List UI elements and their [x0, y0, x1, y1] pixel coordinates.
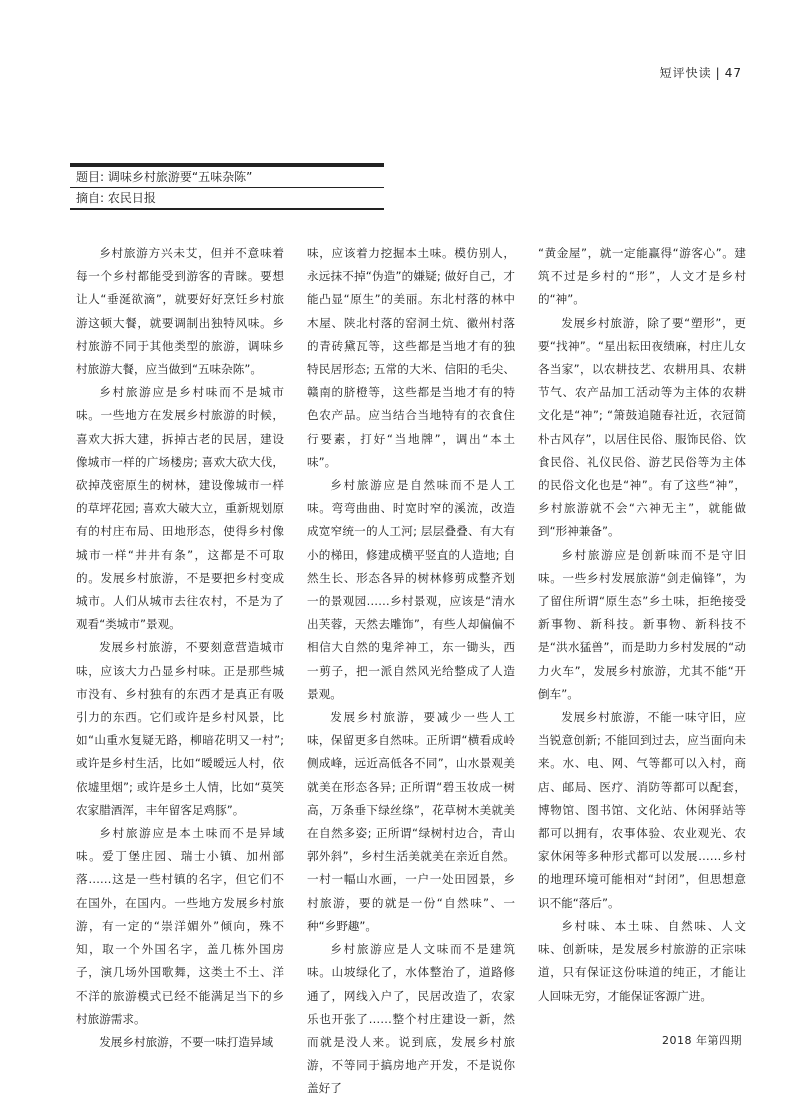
paragraph: 发展乡村旅游，除了要“塑形”，更要“找神”。“星出耘田夜绩麻，村庄儿女各当家”，以农耕技艺、农耕用具、农耕节气、农产品加工活动等为主体的农耕文化是“神”; “箫鼓追随春社近，衣冠简朴古风存”，以居住民俗、服饰民俗、饮食民俗、礼仪民俗、游艺民俗等为主体的民俗文化也是“神”。有了这些“神”，乡村旅游就不会“六神无主”，就能做到“形神兼备”。	[538, 315, 746, 539]
text-column-1	[76, 242, 284, 1101]
paragraph: 乡村旅游应是创新味而不是守旧味。一些乡村发展旅游“剑走偏锋”，为了留住所谓“原生态”乡土味，拒绝接受新事物、新科技。新事物、新科技不是“洪水猛兽”，而是助力乡村发展的“动力火车”，发展乡村旅游，尤其不能“开倒车”。	[538, 547, 746, 701]
article-meta	[70, 163, 384, 210]
article-body	[76, 242, 746, 1101]
paragraph: 味，应该着力挖掘本土味。模仿别人，永远抹不掉“伪造”的嫌疑; 做好自己，才能凸显“原生”的美丽。东北村落的林中木屋、陕北村落的窑洞土炕、徽州村落的青砖黛瓦等，这些都是当地才有的独特民居形态; 五常的大米、信阳的毛尖、赣南的脐橙等，这些都是当地才有的特色农产品。应当结合当地特有的衣食住行要素，打好“当地牌”，调出“本土味”。	[307, 246, 515, 469]
paragraph: 乡村旅游应是本土味而不是异域味。爱丁堡庄园、瑞士小镇、加州部落……这是一些村镇的名字，但它们不在国外，在国内。一些地方发展乡村旅游，有一定的“崇洋媚外”倾向，殊不知，取一个外国名字，盖几栋外国房子，演几场外国歌舞，这类土不土、洋不洋的旅游模式已经不能满足当下的乡村旅游需求。	[76, 826, 284, 1026]
paragraph: 乡村旅游应是人文味而不是建筑味。山坡绿化了，水体整治了，道路修通了，网线入户了，民居改造了，农家乐也开张了……整个村庄建设一新，然而就是没人来。说到底，发展乡村旅游，不等同于搞房地产开发，不是说你盖好了	[307, 942, 515, 1096]
text-column-2	[307, 242, 515, 1101]
paragraph: 发展乡村旅游，不能一味守旧，应当锐意创新; 不能回到过去，应当面向未来。水、电、网、气等都可以入村，商店、邮局、医疗、消防等都可以配套，博物馆、图书馆、文化站、休闲驿站等都可以拥有，农事体验、农业观光、农家休闲等多种形式都可以发展……乡村的地理环境可能相对“封闭”，但思想意识不能“落后”。	[538, 710, 746, 910]
header-separator: |	[715, 66, 721, 80]
text-column-3	[538, 242, 746, 1101]
meta-rule-bottom	[70, 208, 384, 210]
paragraph: 乡村旅游方兴未艾，但并不意味着每一个乡村都能受到游客的青睐。要想让人“垂涎欲滴”，就要好好烹饪乡村旅游这顿大餐，就要调制出独特风味。乡村旅游不同于其他类型的旅游，调味乡村旅游大餐，应当做到“五味杂陈”。	[76, 246, 284, 377]
paragraph: 乡村味、本土味、自然味、人文味、创新味，是发展乡村旅游的正宗味道，只有保证这份味道的纯正，才能让人回味无穷，才能保证客源广进。	[538, 918, 746, 1003]
paragraph: 发展乡村旅游，不要一味打造异域	[99, 1034, 274, 1049]
paragraph: 发展乡村旅游，不要刻意营造城市味，应该大力凸显乡村味。正是那些城市没有、乡村独有的东西才是真正有吸引力的东西。它们或许是乡村风景，比如“山重水复疑无路，柳暗花明又一村”; 或许是乡村生活，比如“暧暧远人村，依依墟里烟”; 或许是乡土人情，比如“莫笑农家腊酒浑，丰年留客足鸡豚”。	[76, 640, 284, 817]
section-name: 短评快读	[659, 66, 712, 80]
page-number: 47	[724, 66, 742, 80]
paragraph: 发展乡村旅游，要减少一些人工味，保留更多自然味。正所谓“横看成岭侧成峰，远近高低各不同”，山水景观美就美在形态各异; 正所谓“碧玉妆成一树高，万条垂下绿丝绦”，花草树木美就美在自然多姿; 正所谓“绿树村边合，青山郭外斜”，乡村生活美就美在亲近自然。一村一幅山水画，一户一处田园景，乡村旅游，要的就是一份“自然味”、一种“乡野趣”。	[307, 710, 515, 933]
issue-label: 2018 年第四期	[662, 1034, 742, 1047]
paragraph: “黄金屋”，就一定能赢得“游客心”。建筑不过是乡村的“形”，人文才是乡村的“神”。	[538, 246, 746, 307]
article-title: 题目: 调味乡村旅游要“五味杂陈”	[76, 170, 253, 184]
article-source: 摘自: 农民日报	[76, 191, 156, 205]
paragraph: 乡村旅游应是自然味而不是人工味。弯弯曲曲、时宽时窄的溪流，改造成宽窄统一的人工河; 层层叠叠、有大有小的梯田，修建成横平竖直的人造地; 自然生长、形态各异的树林修剪成整齐划一的景观园……乡村景观，应该是“清水出芙蓉，天然去雕饰”，有些人却偏偏不相信大自然的鬼斧神工，东一锄头，西一剪子，把一派自然风光给整成了人造景观。	[307, 478, 515, 701]
paragraph: 乡村旅游应是乡村味而不是城市味。一些地方在发展乡村旅游的时候，喜欢大拆大建，拆掉古老的民居，建设像城市一样的广场楼房; 喜欢大砍大伐，砍掉茂密原生的树林，建设像城市一样的草坪花园; 喜欢大破大立，重新规划原有的村庄布局、田地形态，使得乡村像城市一样“井井有条”，这都是不可取的。发展乡村旅游，不是要把乡村变成城市。人们从城市去往农村，不是为了观看“类城市”景观。	[76, 385, 284, 632]
running-head	[660, 64, 742, 81]
